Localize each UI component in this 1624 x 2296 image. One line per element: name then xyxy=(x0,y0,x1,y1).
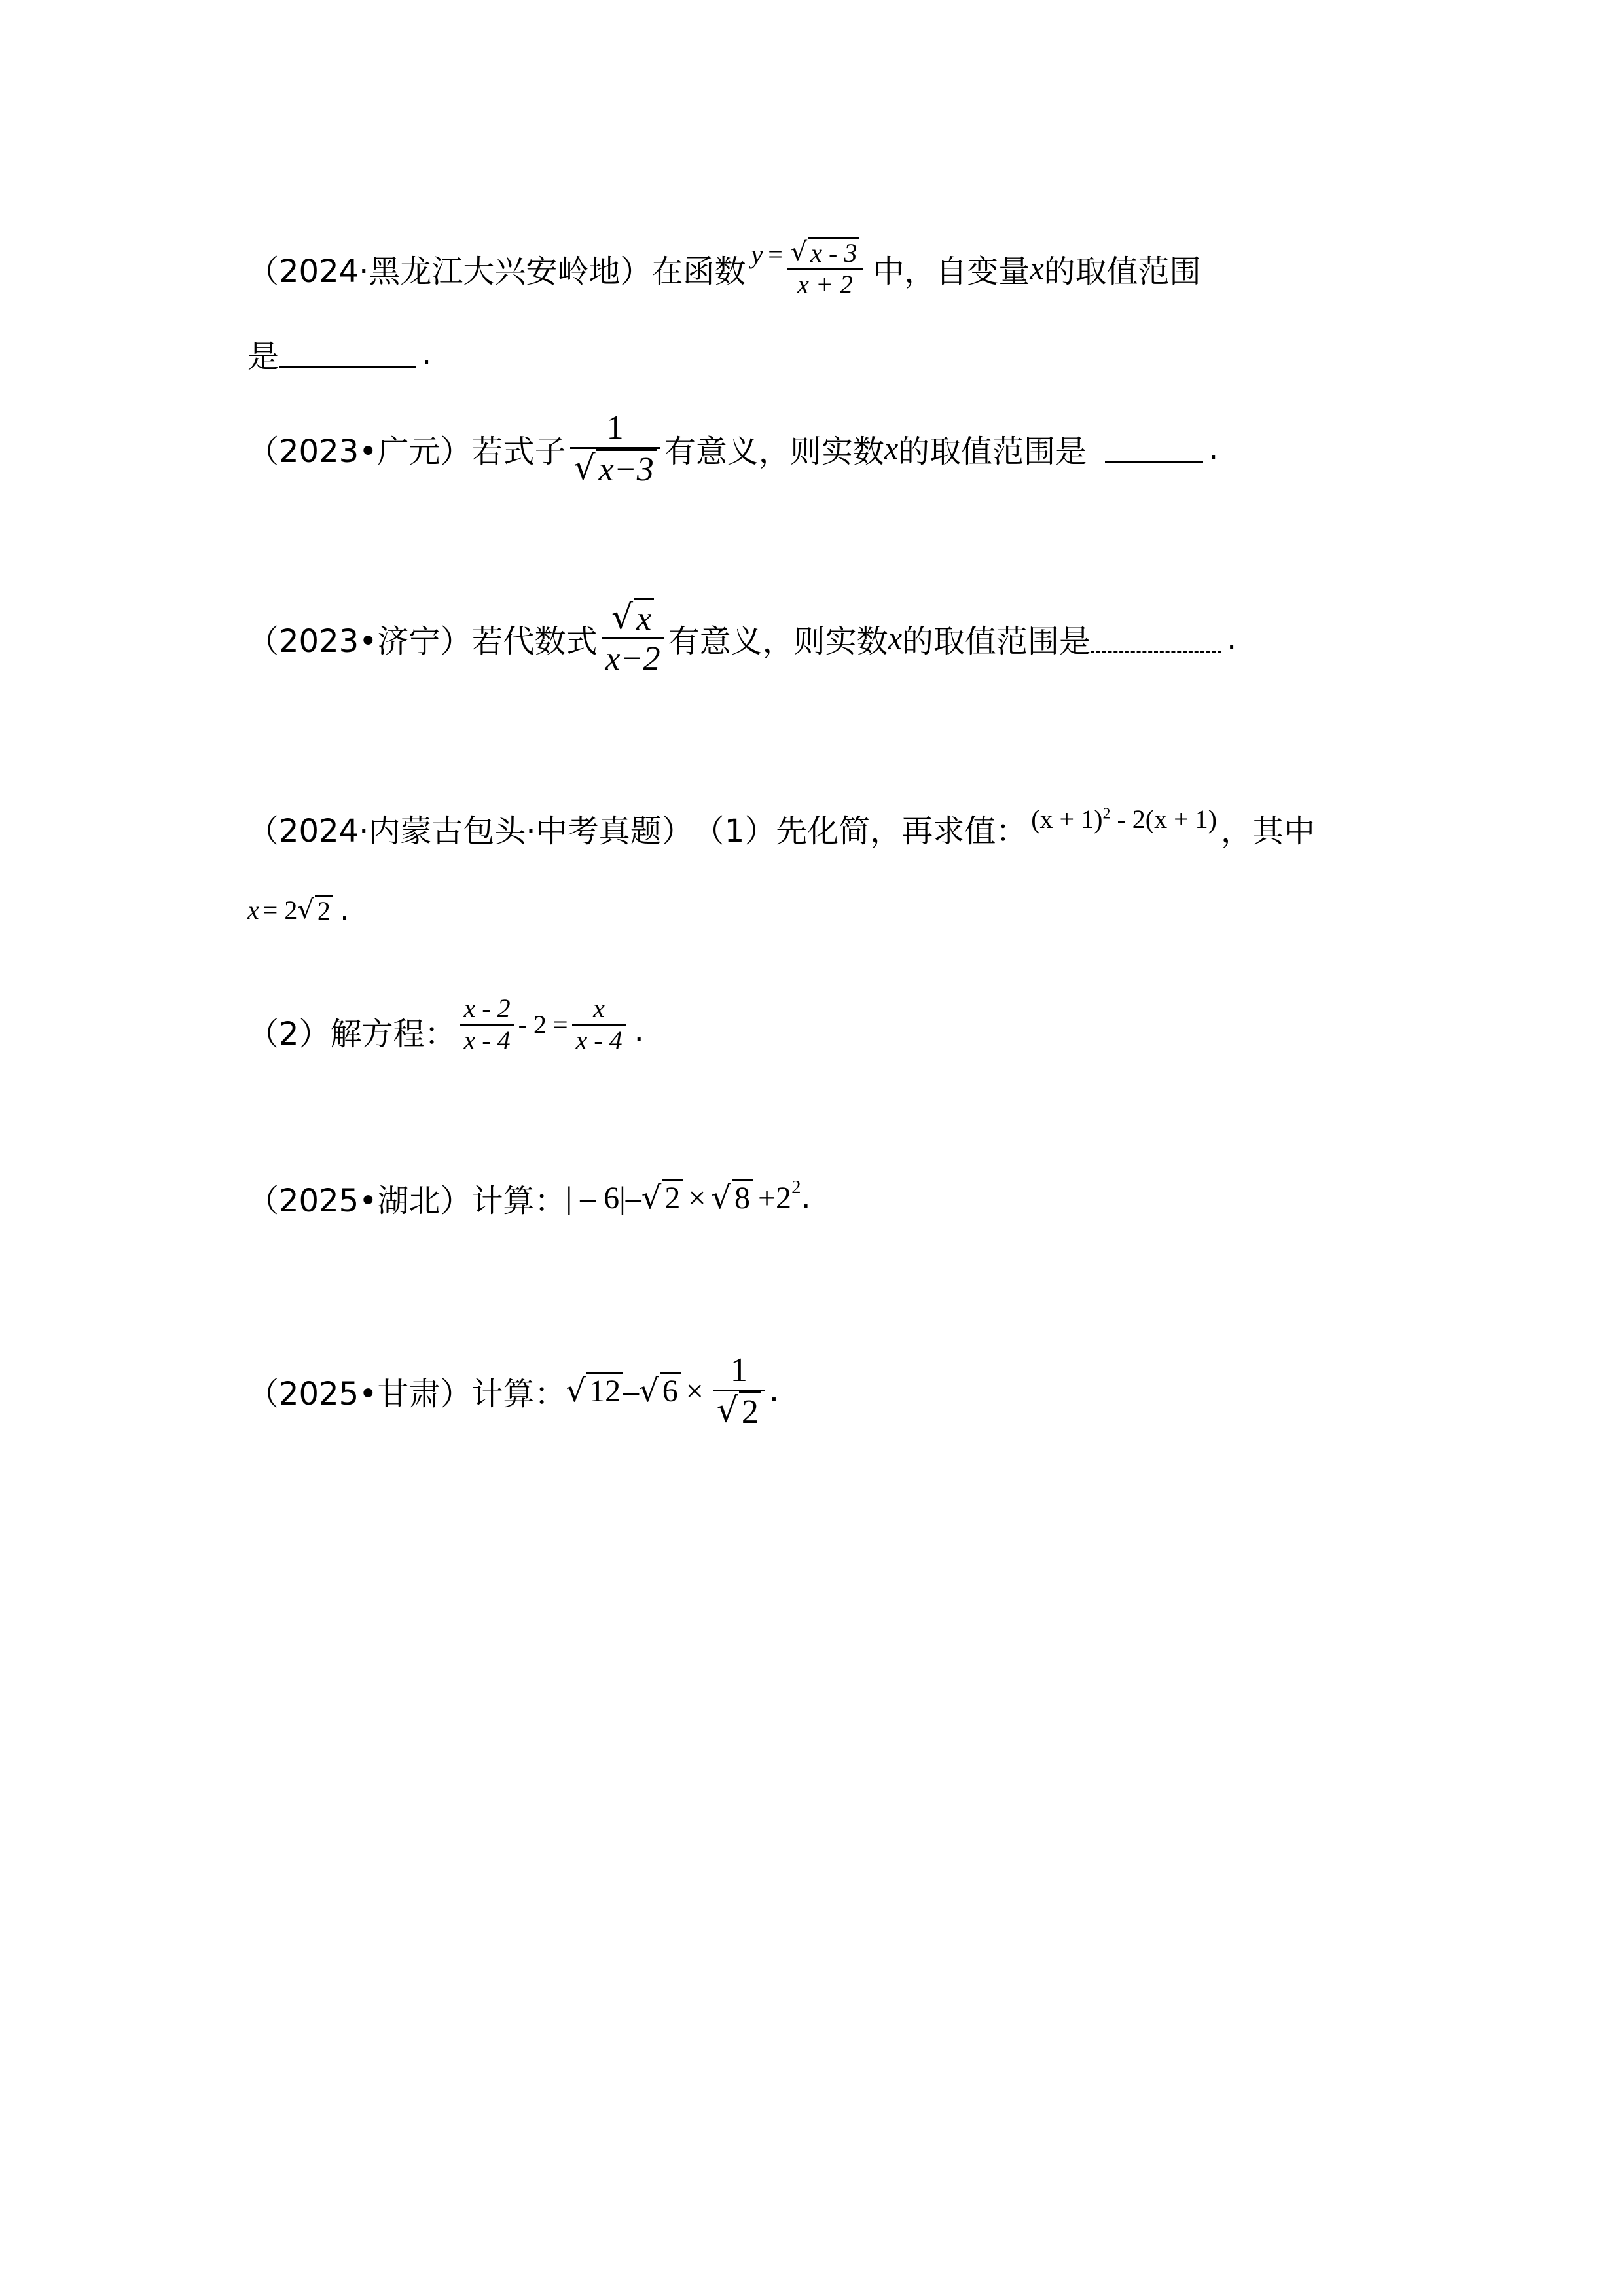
q4-f2-den: x - 4 xyxy=(575,1025,623,1055)
q4-end1: . xyxy=(339,891,350,928)
q4-source: （2024·内蒙古包头·中考真题） xyxy=(247,812,693,850)
q3-source: （2023•济宁） xyxy=(247,622,472,660)
q4-exp: 2 xyxy=(1102,805,1111,823)
sqrt-icon: √ xyxy=(611,597,634,637)
q6-den-radicand: 2 xyxy=(739,1391,761,1431)
q2-var: x xyxy=(884,431,899,466)
q5-exp: 2 xyxy=(791,1176,801,1198)
sqrt-icon: √ xyxy=(716,1391,738,1431)
q6-denominator xyxy=(713,1391,765,1431)
q5-rad2: 8 xyxy=(732,1179,753,1216)
q4-given-radicand: 2 xyxy=(315,895,333,925)
q1-text-d: 是 xyxy=(247,338,280,375)
question-5 xyxy=(247,1152,811,1244)
q4-fraction-2 xyxy=(572,994,626,1056)
q5-end: . xyxy=(801,1179,811,1216)
q4-given xyxy=(247,895,333,925)
q4-given-sqrt xyxy=(297,895,333,925)
q4-expr: (x + 1) xyxy=(1031,804,1103,834)
question-1-line-2 xyxy=(247,308,431,399)
q2-numerator: 1 xyxy=(606,408,624,446)
q6-end: . xyxy=(768,1372,780,1409)
q1-eq: = xyxy=(768,239,783,269)
q5-sqrt-2 xyxy=(711,1179,753,1216)
q1-source: （2024·黑龙江大兴安岭地） xyxy=(247,253,652,290)
q2-text-a: 若式子 xyxy=(471,433,566,470)
sqrt-icon: √ xyxy=(639,1372,659,1409)
question-4-line-1 xyxy=(247,782,1315,874)
q4-f1-num: x - 2 xyxy=(463,993,511,1023)
q6-sqrt-2 xyxy=(639,1372,681,1409)
q2-text-c: 的取值范围是 xyxy=(898,433,1087,470)
q4-text-b: ，其中 xyxy=(1220,812,1315,850)
q3-answer-blank[interactable] xyxy=(1091,624,1221,653)
q4-mid: - 2 = xyxy=(518,1009,568,1039)
question-3 xyxy=(247,589,1236,687)
q2-end: . xyxy=(1208,430,1219,467)
q6-fraction xyxy=(713,1351,765,1431)
sqrt-icon: √ xyxy=(566,1372,586,1409)
sqrt-icon: √ xyxy=(711,1179,731,1216)
q4-f1-den: x - 4 xyxy=(463,1025,511,1055)
q2-den-radicand: x−3 xyxy=(596,449,657,488)
q6-rad1: 12 xyxy=(586,1372,623,1409)
q6-sqrt-1 xyxy=(566,1372,624,1409)
q4-given-lhs: x xyxy=(247,895,259,925)
q5-plus: +2 xyxy=(757,1180,792,1215)
question-4-line-3 xyxy=(247,982,644,1080)
q3-text-b: 有意义，则实数 xyxy=(668,622,888,660)
q1-formula xyxy=(751,237,867,300)
q1-var: x xyxy=(1030,251,1044,286)
q1-y: y xyxy=(751,239,763,269)
q2-source: （2023•广元） xyxy=(247,433,472,470)
q3-numerator xyxy=(607,598,658,637)
q4-fraction-1 xyxy=(460,994,514,1056)
q3-var: x xyxy=(888,620,902,656)
sqrt-icon: √ xyxy=(297,894,314,925)
q5-rad1: 2 xyxy=(662,1179,683,1216)
q3-fraction xyxy=(602,598,664,679)
sqrt-icon: √ xyxy=(790,237,808,267)
q1-answer-blank[interactable] xyxy=(279,340,416,368)
q6-rad2: 6 xyxy=(660,1372,681,1409)
q1-text-a: 在函数 xyxy=(651,253,746,290)
q5-text-a: 计算： xyxy=(471,1182,566,1219)
sqrt-icon: √ xyxy=(573,448,596,488)
q4-part1: （1）先化简，再求值： xyxy=(693,812,1028,850)
q3-end: . xyxy=(1227,620,1237,656)
q4-given-eq: = 2 xyxy=(262,895,298,925)
q6-text-a: 计算： xyxy=(471,1375,566,1412)
q4-f2-num: x xyxy=(593,993,605,1023)
q6-times: × xyxy=(685,1373,704,1408)
q4-expr-b: - 2(x + 1) xyxy=(1110,804,1217,834)
q1-end: . xyxy=(422,335,432,372)
q6-source: （2025•甘肃） xyxy=(247,1375,472,1412)
q2-answer-blank[interactable] xyxy=(1105,435,1203,463)
question-6 xyxy=(247,1335,779,1446)
q4-part2: （2）解方程： xyxy=(247,1015,456,1052)
question-2 xyxy=(247,399,1218,497)
q3-text-a: 若代数式 xyxy=(471,622,598,660)
q1-numerator xyxy=(787,237,864,268)
q1-num-radicand: x - 3 xyxy=(808,237,859,268)
q3-denominator: x−2 xyxy=(605,639,660,677)
q1-text-b: 中，自变量 xyxy=(873,253,1030,290)
q3-num-radicand: x xyxy=(634,598,654,637)
q4-equation xyxy=(456,994,630,1056)
q5-source: （2025•湖北） xyxy=(247,1182,472,1219)
q5-minus: – xyxy=(625,1180,641,1215)
q6-minus: – xyxy=(623,1373,640,1408)
q5-sqrt-1 xyxy=(641,1179,683,1216)
q1-denominator: x + 2 xyxy=(797,270,853,299)
q2-denominator xyxy=(570,449,660,488)
q2-text-b: 有意义，则实数 xyxy=(664,433,884,470)
q5-abs: | – 6| xyxy=(566,1180,626,1215)
q6-numerator: 1 xyxy=(730,1351,748,1389)
q4-end2: . xyxy=(634,1013,644,1049)
q2-fraction xyxy=(570,408,660,489)
q1-text-c: 的取值范围 xyxy=(1043,253,1201,290)
question-1-line-1 xyxy=(247,223,1201,314)
q4-expression xyxy=(1031,804,1217,834)
q1-fraction xyxy=(787,237,864,300)
q5-times: × xyxy=(688,1180,706,1215)
question-4-line-2 xyxy=(247,864,350,956)
sqrt-icon: √ xyxy=(641,1179,662,1216)
q3-text-c: 的取值范围是 xyxy=(902,622,1091,660)
